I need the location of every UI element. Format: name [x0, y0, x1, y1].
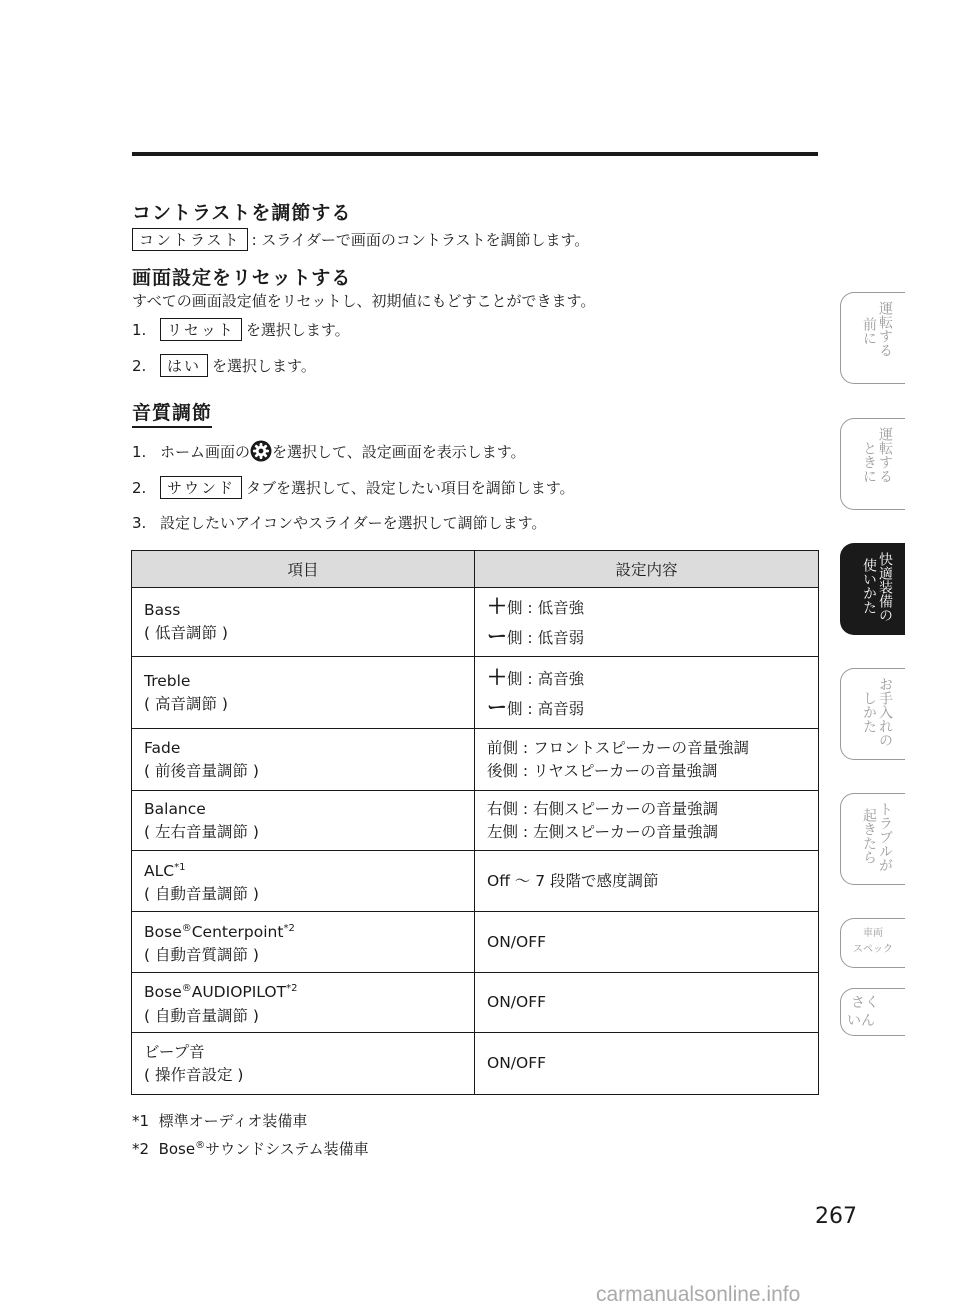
- item-sub: ( 自動音量調節 ): [144, 1006, 259, 1025]
- table-row: [132, 912, 819, 973]
- item-cell: [132, 1033, 475, 1095]
- item-name: Bose: [144, 923, 182, 942]
- setting-line: 左側 : 左側スピーカーの音量強調: [487, 822, 719, 841]
- tab-label: お手入れの: [877, 677, 893, 747]
- watermark: carmanualsonline.info: [596, 1283, 801, 1306]
- tab-label: スペック: [853, 944, 893, 955]
- contrast-button[interactable]: コントラスト: [132, 228, 248, 251]
- table-row: [132, 1033, 819, 1095]
- step-text: を選択します。: [212, 357, 316, 375]
- footnote-text: 標準オーディオ装備車: [158, 1112, 308, 1130]
- footnote-2: [132, 1138, 369, 1159]
- step-number: 2.: [132, 479, 147, 497]
- tab-label: 運転する: [877, 427, 893, 483]
- tab-label: 前に: [861, 317, 877, 345]
- item-cell: [132, 973, 475, 1033]
- item-cell: [132, 588, 475, 657]
- sound-step-3: [132, 512, 546, 533]
- tab-comfort-equipment[interactable]: [840, 543, 905, 635]
- contrast-description: : スライダーで画面のコントラストを調節します。: [251, 231, 590, 249]
- setting-cell: ON/OFF: [475, 912, 819, 973]
- tab-vehicle-specs[interactable]: [840, 918, 905, 968]
- item-name: Balance: [144, 799, 206, 818]
- registered-mark: ®: [181, 922, 192, 934]
- footnote-mark: *2: [283, 922, 295, 934]
- tab-label: トラブルが: [877, 802, 893, 872]
- table-row: [132, 851, 819, 912]
- minus-icon: ー: [487, 624, 507, 648]
- table-row: [132, 973, 819, 1033]
- setting-line: 後側 : リヤスピーカーの音量強調: [487, 761, 718, 780]
- sound-step-1: [132, 440, 526, 462]
- section-title-contrast: コントラストを調節する: [132, 202, 352, 224]
- tab-label: ときに: [861, 441, 877, 483]
- plus-icon: ＋: [487, 664, 507, 689]
- footnote-mark: *1: [132, 1112, 150, 1130]
- tab-maintenance[interactable]: [840, 668, 905, 760]
- page-number: 267: [815, 1204, 857, 1229]
- item-sub: ( 前後音量調節 ): [144, 761, 259, 780]
- setting-line: 右側 : 右側スピーカーの音量強調: [487, 799, 719, 818]
- step-text-before: ホーム画面の: [160, 443, 251, 461]
- item-name-suffix: AUDIOPILOT: [191, 983, 287, 1002]
- contrast-line: [132, 228, 589, 251]
- sound-tab-button[interactable]: サウンド: [160, 476, 242, 499]
- footnote-mark: *2: [286, 983, 298, 995]
- item-cell: [132, 791, 475, 851]
- step-text: を選択します。: [245, 321, 350, 339]
- reset-step-1: [132, 318, 350, 341]
- tab-label: 快適装備の: [877, 552, 893, 622]
- tab-label: しかた: [861, 691, 877, 733]
- step-number: 1.: [132, 443, 147, 461]
- section-title-sound: 音質調節: [132, 398, 212, 428]
- tab-index[interactable]: [840, 988, 905, 1036]
- step-number: 2.: [132, 357, 147, 375]
- section-title-reset: 画面設定をリセットする: [132, 267, 352, 289]
- top-rule: [132, 152, 818, 156]
- item-cell: [132, 729, 475, 791]
- step-text: 設定したいアイコンやスライダーを選択して調節します。: [160, 514, 547, 532]
- tab-label: 使いかた: [861, 558, 877, 614]
- footnote-mark: *1: [174, 861, 186, 873]
- setting-cell: [475, 791, 819, 851]
- table-row: [132, 588, 819, 657]
- item-name: ALC: [144, 862, 175, 881]
- setting-cell: [475, 729, 819, 791]
- gear-icon[interactable]: [250, 440, 272, 462]
- item-cell: [132, 851, 475, 912]
- tab-label: 起きたら: [861, 808, 877, 864]
- reset-intro: すべての画面設定値をリセットし、初期値にもどすことができます。: [132, 292, 596, 310]
- minus-icon: ー: [487, 694, 507, 719]
- reset-step-2: [132, 354, 316, 377]
- item-sub: ( 左右音量調節 ): [144, 822, 259, 841]
- minus-text: 側 : 低音弱: [507, 629, 585, 647]
- tab-troubles[interactable]: [840, 793, 905, 885]
- footnote-1: [132, 1110, 307, 1131]
- tab-label: 車両: [863, 928, 883, 939]
- item-name-suffix: Centerpoint: [191, 923, 284, 942]
- setting-cell: [475, 657, 819, 729]
- step-number: 1.: [132, 321, 147, 339]
- header-setting: 設定内容: [475, 551, 819, 588]
- footnote-mark: *2: [132, 1140, 150, 1158]
- tab-label: いん: [847, 1013, 875, 1029]
- footnote-text-suffix: サウンドシステム装備車: [205, 1140, 369, 1158]
- table-row: [132, 657, 819, 729]
- reset-button[interactable]: リセット: [160, 318, 242, 341]
- tab-label: さく: [851, 995, 879, 1011]
- step-text: タブを選択して、設定したい項目を調節します。: [246, 479, 575, 497]
- registered-mark: ®: [195, 1140, 206, 1151]
- sound-step-2: [132, 476, 575, 499]
- step-number: 3.: [132, 514, 147, 532]
- setting-cell: [475, 588, 819, 657]
- tab-before-driving[interactable]: [840, 292, 905, 384]
- table-header-row: [132, 551, 819, 588]
- setting-line: 前側 : フロントスピーカーの音量強調: [487, 738, 749, 757]
- setting-cell: Off 〜 7 段階で感度調節: [475, 851, 819, 912]
- tab-when-driving[interactable]: [840, 418, 905, 510]
- plus-text: 側 : 低音強: [507, 599, 585, 617]
- item-name: ビープ音: [144, 1042, 205, 1061]
- minus-text: 側 : 高音弱: [507, 699, 585, 718]
- item-cell: [132, 657, 475, 729]
- sound-settings-table: [131, 550, 819, 1095]
- table-row: [132, 791, 819, 851]
- item-sub: ( 高音調節 ): [144, 694, 228, 713]
- item-sub: ( 自動音質調節 ): [144, 946, 259, 965]
- tab-label: 運転する: [877, 301, 893, 357]
- header-item: 項目: [132, 551, 475, 588]
- yes-button[interactable]: はい: [160, 354, 208, 377]
- item-name: Bass: [144, 601, 181, 619]
- item-name: Treble: [144, 671, 191, 690]
- step-text-after: を選択して、設定画面を表示します。: [272, 443, 526, 461]
- item-cell: [132, 912, 475, 973]
- registered-mark: ®: [181, 983, 192, 995]
- setting-cell: ON/OFF: [475, 973, 819, 1033]
- table-row: [132, 729, 819, 791]
- item-name: Fade: [144, 738, 181, 757]
- setting-cell: ON/OFF: [475, 1033, 819, 1095]
- item-sub: ( 低音調節 ): [144, 624, 228, 642]
- plus-icon: ＋: [487, 594, 507, 618]
- plus-text: 側 : 高音強: [507, 669, 585, 688]
- footnote-text: Bose: [158, 1140, 196, 1158]
- item-sub: ( 自動音量調節 ): [144, 885, 259, 904]
- item-name: Bose: [144, 983, 182, 1002]
- item-sub: ( 操作音設定 ): [144, 1065, 244, 1084]
